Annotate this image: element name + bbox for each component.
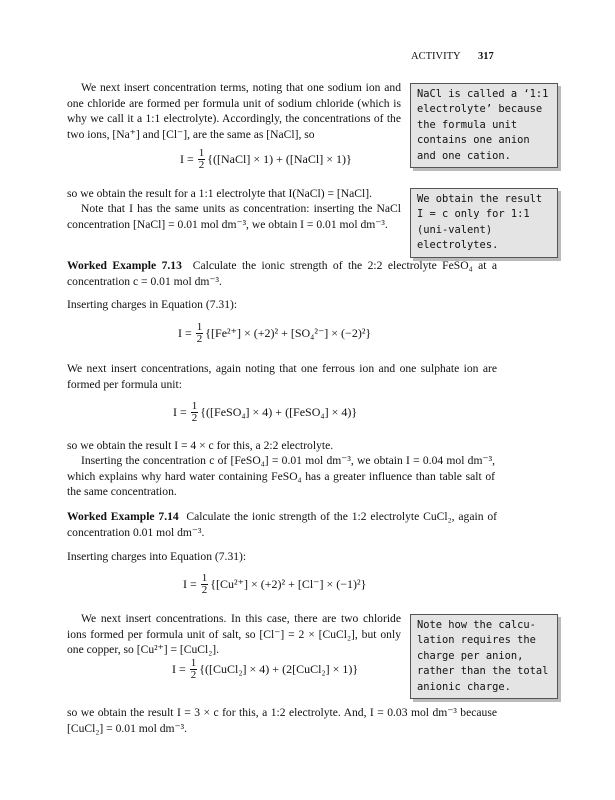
insert-concentrations-text: We next insert concentrations. In this case, there are two chloride ions formed per formula unit of salt, so [Cl⁻] = 2 × [CuCl₂], but only one copper, so [Cu²⁺] = [CuCl₂]. <box>67 612 401 657</box>
hard-water-text: Inserting the concentration c of [FeSO₄] = 0.01 mol dm⁻³, we obtain I = 0.04 mol dm⁻³, which explains why hard water containing FeSO₄ has a greater influence than table salt of the same concentration. <box>67 454 495 499</box>
example-label: Worked Example 7.13 <box>67 259 182 272</box>
eq-fraction: $\frac{1}{2}$ <box>198 147 205 171</box>
insert-charges-text: Inserting charges into Equation (7.31): <box>67 550 247 563</box>
result-paragraph: so we obtain the result for a 1:1 electrolyte that I(NaCl) = [NaCl]. <box>67 187 372 200</box>
equation-cucl2-concentration: I = $\frac{1}{2}$ {([CuCl₂] × 4) + (2[CuCl₂] × 1)} <box>172 657 359 681</box>
insert-charges-text: Inserting charges in Equation (7.31): <box>67 298 238 311</box>
result-2-2-text: so we obtain the result I = 4 × c for this, a 2:2 electrolyte. <box>67 439 334 452</box>
equation-feso4-concentration: I = $\frac{1}{2}$ {([FeSO₄] × 4) + ([FeSO₄] × 4)} <box>173 400 358 424</box>
page-number: 317 <box>478 51 494 62</box>
example-question: Calculate the ionic strength of the 2:2 electrolyte FeSO₄ at a concentration c = 0.01 mol dm⁻³. <box>67 259 498 288</box>
eq-lhs: I = <box>180 152 194 166</box>
eq-rhs: {([NaCl] × 1) + ([NaCl] × 1)} <box>207 152 352 166</box>
margin-note-electrolyte: NaCl is called a ‘1:1 electrolyte’ because the formula unit contains one anion and one cation. <box>410 83 558 168</box>
running-title: ACTIVITY <box>411 51 461 62</box>
margin-note-univalent: We obtain the result I = c only for 1:1 (uni-valent) electrolytes. <box>410 188 558 258</box>
equation-nacl <box>180 148 352 171</box>
units-paragraph: Note that I has the same units as concentration: inserting the NaCl concentration [NaCl] = 0.01 mol dm⁻³, we obtain I = 0.01 mol dm⁻³. <box>67 202 401 231</box>
equation-cucl2-charges: I = $\frac{1}{2}$ {[Cu²⁺] × (+2)² + [Cl⁻] × (−1)²} <box>183 572 367 596</box>
result-1-2-text: so we obtain the result I = 3 × c for this, a 1:2 electrolyte. And, I = 0.03 mol dm⁻³ because [CuCl₂] = 0.01 mol dm⁻³. <box>67 706 497 735</box>
example-question: Calculate the ionic strength of the 1:2 electrolyte CuCl₂, again of concentration 0.01 mol dm⁻³. <box>67 510 497 539</box>
equation-feso4-charges: I = $\frac{1}{2}$ {[Fe²⁺] × (+2)² + [SO₄²⁻] × (−2)²} <box>178 321 372 345</box>
worked-example-7-13 <box>67 258 497 289</box>
example-label: Worked Example 7.14 <box>67 510 179 523</box>
intro-paragraph: We next insert concentration terms, noting that one sodium ion and one chloride are formed per formula unit of sodium chloride (which is why we call it a 1:1 electrolyte). Accordingly, the concentrations of the two ions, [Na⁺] and [Cl⁻], are the same as [NaCl], so <box>67 81 401 141</box>
margin-note-charge-per-anion: Note how the calcu-lation requires the charge per anion, rather than the total anionic charge. <box>410 614 558 699</box>
insert-concentrations-text: We next insert concentrations, again noting that one ferrous ion and one sulphate ion are formed per formula unit: <box>67 362 497 391</box>
worked-example-7-14 <box>67 509 497 540</box>
